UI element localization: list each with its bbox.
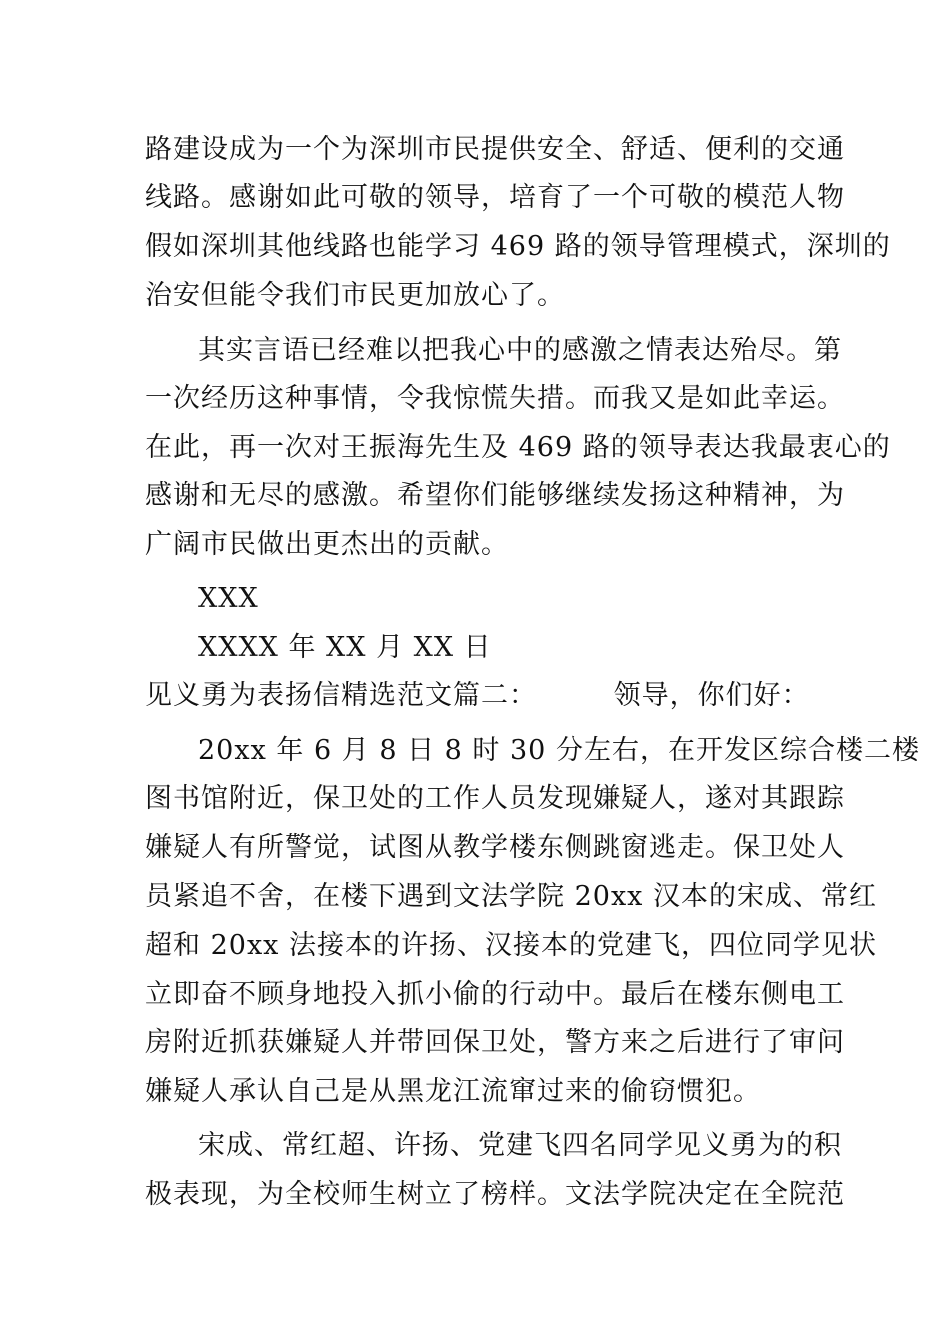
paragraph-3-line-4: 员紧追不舍，在楼下遇到文法学院 20xx 汉本的宋成、常红 bbox=[145, 881, 877, 912]
paragraph-4-line-1: 宋成、常红超、许扬、党建飞四名同学见义勇为的积 bbox=[198, 1130, 842, 1161]
paragraph-3-line-2: 图书馆附近，保卫处的工作人员发现嫌疑人，遂对其跟踪 bbox=[145, 783, 845, 814]
paragraph-3-line-6: 立即奋不顾身地投入抓小偷的行动中。最后在楼东侧电工 bbox=[145, 979, 845, 1010]
paragraph-2-line-1: 其实言语已经难以把我心中的感激之情表达殆尽。第 bbox=[198, 335, 842, 366]
paragraph-2-line-2: 一次经历这种事情，令我惊慌失措。而我又是如此幸运。 bbox=[145, 383, 845, 414]
paragraph-2-line-5: 广阔市民做出更杰出的贡献。 bbox=[145, 529, 509, 560]
paragraph-3-line-5: 超和 20xx 法接本的许扬、汉接本的党建飞，四位同学见状 bbox=[145, 930, 877, 961]
paragraph-3-line-1: 20xx 年 6 月 8 日 8 时 30 分左右，在开发区综合楼二楼 bbox=[198, 735, 920, 766]
paragraph-3-line-7: 房附近抓获嫌疑人并带回保卫处，警方来之后进行了审问 bbox=[145, 1027, 845, 1058]
paragraph-1-line-2: 线路。感谢如此可敬的领导，培育了一个可敬的模范人物 bbox=[145, 182, 845, 213]
signature-name: XXX bbox=[198, 583, 259, 614]
paragraph-1-line-1: 路建设成为一个为深圳市民提供安全、舒适、便利的交通 bbox=[145, 134, 845, 165]
paragraph-3-line-3: 嫌疑人有所警觉，试图从教学楼东侧跳窗逃走。保卫处人 bbox=[145, 832, 845, 863]
paragraph-3-line-8: 嫌疑人承认自己是从黑龙江流窜过来的偷窃惯犯。 bbox=[145, 1076, 761, 1107]
paragraph-2-line-4: 感谢和无尽的感激。希望你们能够继续发扬这种精神，为 bbox=[145, 480, 845, 511]
section-heading: 见义勇为表扬信精选范文篇二： 领导，你们好： bbox=[145, 680, 810, 711]
paragraph-4-line-2: 极表现，为全校师生树立了榜样。文法学院决定在全院范 bbox=[145, 1179, 845, 1210]
paragraph-1-line-3: 假如深圳其他线路也能学习 469 路的领导管理模式，深圳的 bbox=[145, 231, 891, 262]
paragraph-2-line-3: 在此，再一次对王振海先生及 469 路的领导表达我最衷心的 bbox=[145, 432, 891, 463]
paragraph-1-line-4: 治安但能令我们市民更加放心了。 bbox=[145, 280, 565, 311]
signature-date: XXXX 年 XX 月 XX 日 bbox=[198, 632, 492, 663]
